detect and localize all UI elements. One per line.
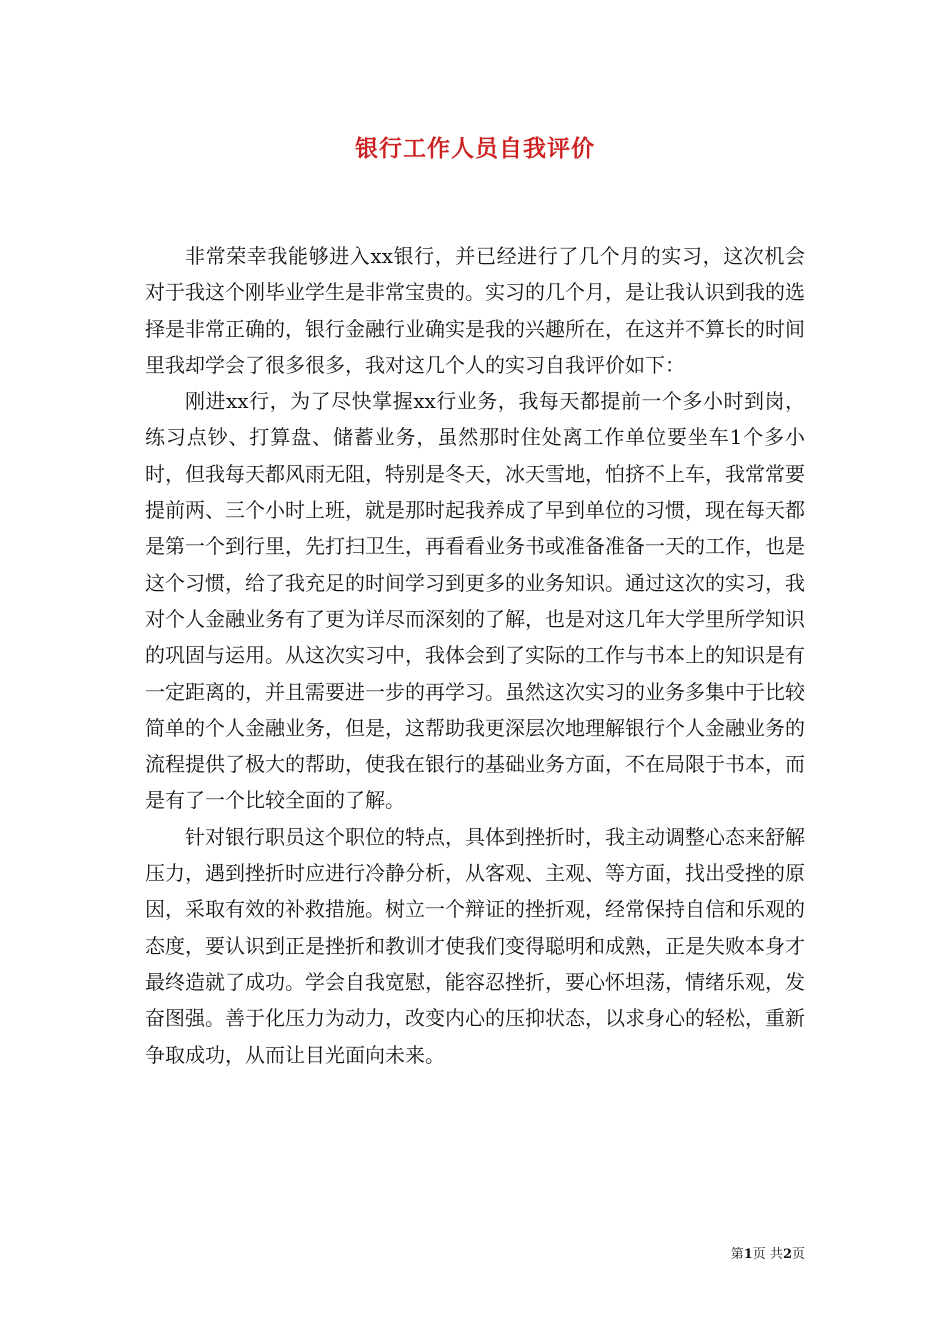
paragraph-work-experience: 刚进xx行，为了尽快掌握xx行业务，我每天都提前一个多小时到岗，练习点钞、打算盘、储蓄业务，虽然那时住处离工作单位要坐车1个多小时，但我每天都风雨无阻，特别是冬天，冰天雪地，怕挤不上车，我常常要提前两、三个小时上班，就是那时起我养成了早到单位的习惯，现在每天都是第一个到行里，先打扫卫生，再看看业务书或准备准备一天的工作，也是这个习惯，给了我充足的时间学习到更多的业务知识。通过这次的实习，我对个人金融业务有了更为详尽而深刻的了解，也是对这几年大学里所学知识的巩固与运用。从这次实习中，我体会到了实际的工作与书本上的知识是有一定距离的，并且需要进一步的再学习。虽然这次实习的业务多集中于比较简单的个人金融业务，但是，这帮助我更深层次地理解银行个人金融业务的流程提供了极大的帮助，使我在银行的基础业务方面，不在局限于书本，而是有了一个比较全面的了解。 xyxy=(145,389,805,813)
footer-middle: 页 共 xyxy=(752,1247,783,1262)
document-body xyxy=(145,238,805,1073)
footer-current-page: 1 xyxy=(743,1247,753,1262)
page-number-footer xyxy=(731,1246,805,1264)
paragraph-intro: 非常荣幸我能够进入xx银行，并已经进行了几个月的实习，这次机会对于我这个刚毕业学生是非常宝贵的。实习的几个月，是让我认识到我的选择是非常正确的，银行金融行业确实是我的兴趣所在，在这并不算长的时间里我却学会了很多很多，我对这几个人的实习自我评价如下： xyxy=(145,244,805,377)
footer-prefix: 第 xyxy=(730,1247,744,1262)
footer-suffix: 页 xyxy=(791,1247,805,1262)
footer-total-pages: 2 xyxy=(782,1247,792,1262)
document-title: 银行工作人员自我评价 xyxy=(355,135,595,162)
paragraph-handling-setbacks: 针对银行职员这个职位的特点，具体到挫折时，我主动调整心态来舒解压力，遇到挫折时应进行冷静分析，从客观、主观、等方面，找出受挫的原因，采取有效的补救措施。树立一个辩证的挫折观，经常保持自信和乐观的态度，要认识到正是挫折和教训才使我们变得聪明和成熟，正是失败本身才最终造就了成功。学会自我宽慰，能容忍挫折，要心怀坦荡，情绪乐观，发奋图强。善于化压力为动力，改变内心的压抑状态，以求身心的轻松，重新争取成功，从而让目光面向未来。 xyxy=(145,824,805,1067)
